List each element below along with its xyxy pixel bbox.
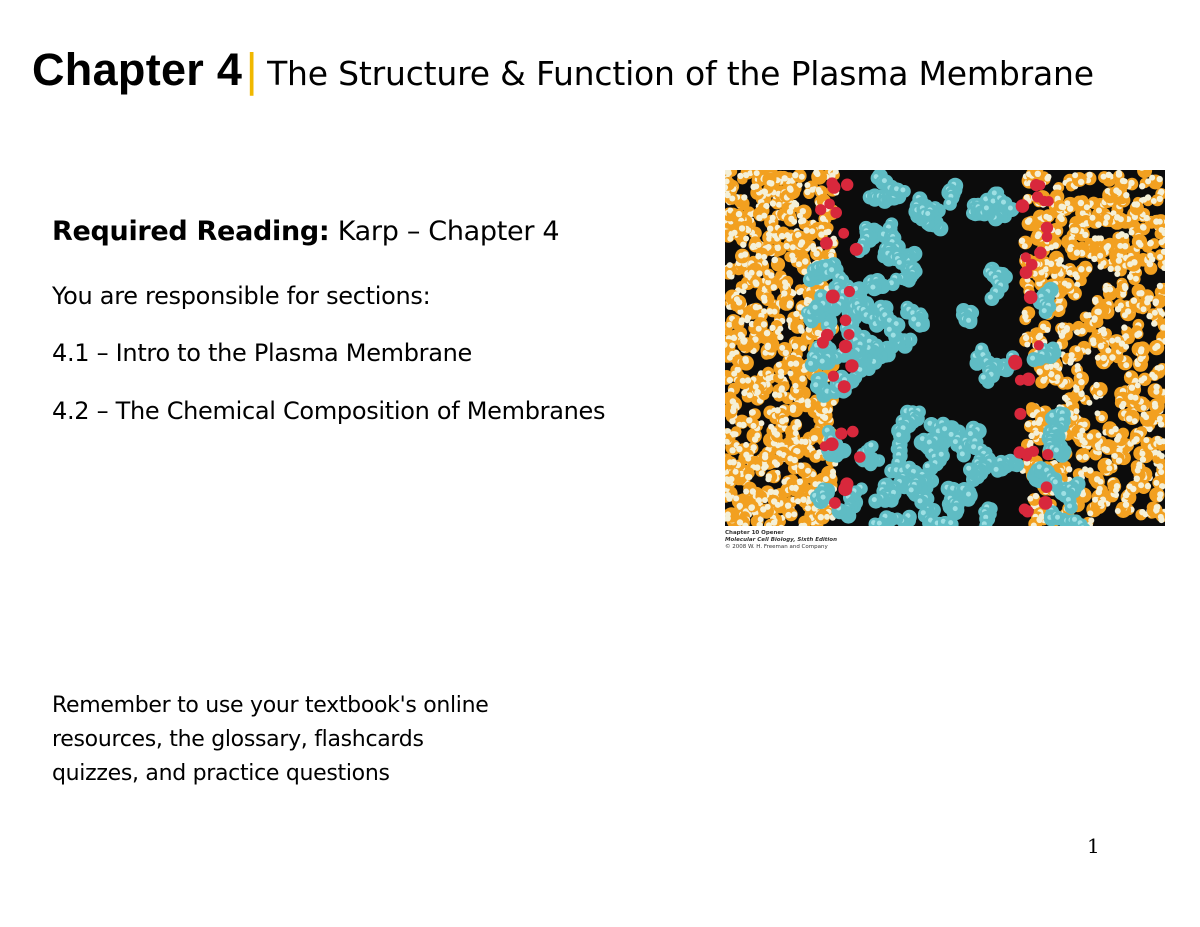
reminder-line: resources, the glossary, flashcards bbox=[52, 727, 424, 752]
reminder-line: Remember to use your textbook's online bbox=[52, 693, 489, 718]
sections-intro: You are responsible for sections: bbox=[52, 282, 431, 310]
reminder-note bbox=[52, 689, 489, 791]
chapter-label: Chapter 4 bbox=[32, 44, 243, 95]
reminder-line: quizzes, and practice questions bbox=[52, 761, 390, 786]
caption-line: Molecular Cell Biology, Sixth Edition bbox=[725, 537, 837, 543]
caption-line: © 2008 W. H. Freeman and Company bbox=[725, 544, 828, 550]
membrane-molecular-model-image bbox=[725, 170, 1165, 526]
slide-title bbox=[32, 44, 1094, 96]
caption-line: Chapter 10 Opener bbox=[725, 530, 784, 536]
required-reading-value: Karp – Chapter 4 bbox=[337, 216, 560, 247]
page-number: 1 bbox=[1087, 834, 1100, 858]
section-item: 4.1 – Intro to the Plasma Membrane bbox=[52, 339, 473, 367]
figure-caption bbox=[725, 530, 837, 551]
section-item: 4.2 – The Chemical Composition of Membranes bbox=[52, 397, 606, 425]
required-reading bbox=[52, 216, 559, 247]
membrane-model-svg bbox=[725, 170, 1165, 526]
required-reading-label: Required Reading: bbox=[52, 216, 330, 247]
chapter-subtitle: The Structure & Function of the Plasma Membrane bbox=[267, 54, 1094, 93]
title-separator: | bbox=[244, 45, 260, 96]
